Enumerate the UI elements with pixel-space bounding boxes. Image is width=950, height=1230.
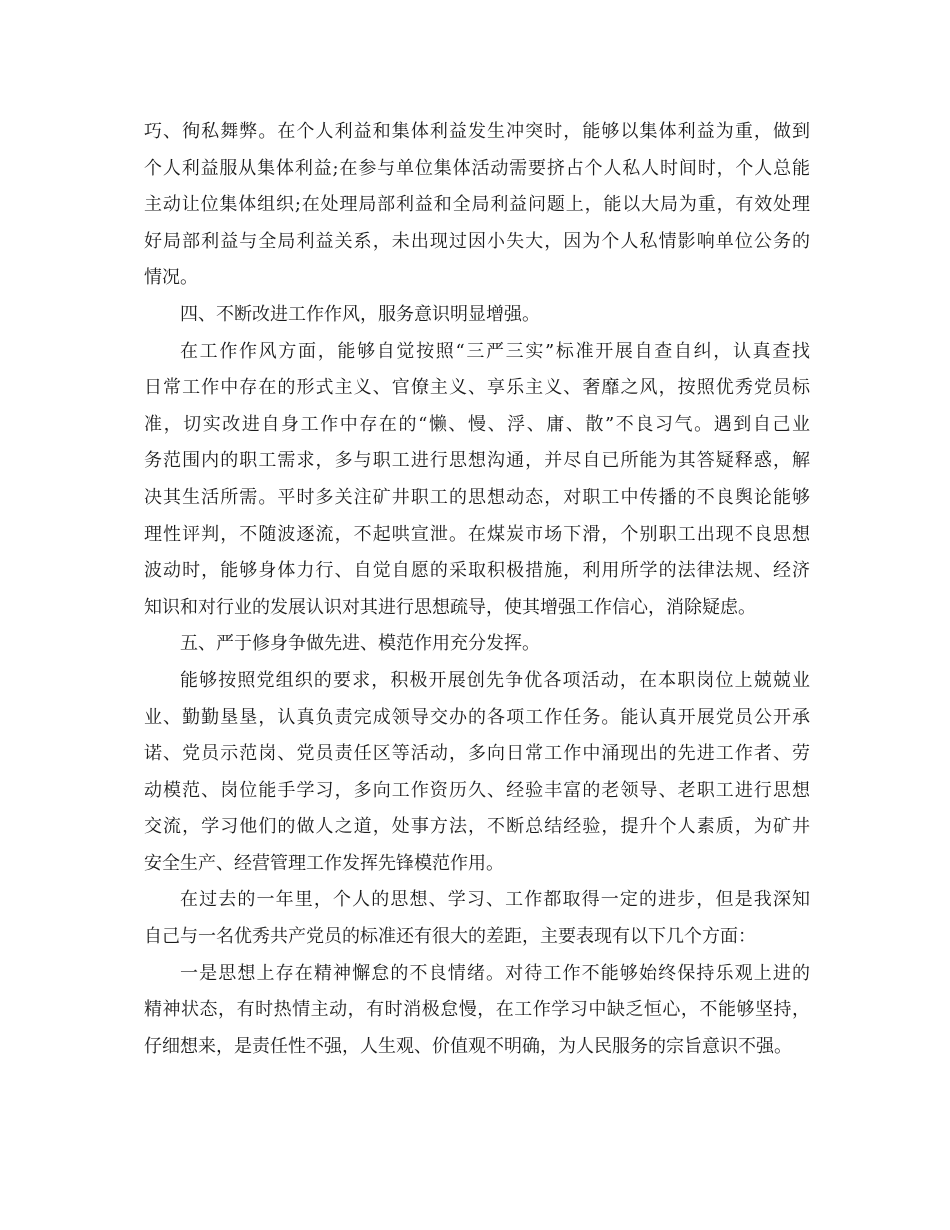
text-line: 动模范、岗位能手学习，多向工作资历久、经验丰富的老领导、老职工进行思想	[144, 779, 810, 801]
text-line: 交流，学习他们的做人之道，处事方法，不断总结经验，提升个人素质，为矿井	[144, 816, 810, 838]
text-line: 在过去的一年里，个人的思想、学习、工作都取得一定的进步，但是我深知	[180, 889, 810, 911]
text-line: 一是思想上存在精神懈怠的不良情绪。对待工作不能够始终保持乐观上进的	[180, 962, 810, 984]
text-line: 波动时，能够身体力行、自觉自愿的采取积极措施，利用所学的法律法规、经济	[144, 560, 810, 582]
text-line: 知识和对行业的发展认识对其进行思想疏导，使其增强工作信心，消除疑虑。	[144, 596, 756, 618]
text-line: 精神状态，有时热情主动，有时消极怠慢，在工作学习中缺乏恒心，不能够坚持，	[144, 999, 810, 1021]
text-line: 仔细想来，是责任性不强，人生观、价值观不明确，为人民服务的宗旨意识不强。	[144, 1035, 792, 1057]
text-line: 决其生活所需。平时多关注矿井职工的思想动态，对职工中传播的不良舆论能够	[144, 486, 810, 508]
text-line: 诺、党员示范岗、党员责任区等活动，多向日常工作中涌现出的先进工作者、劳	[144, 743, 810, 765]
text-line: 巧、徇私舞弊。在个人利益和集体利益发生冲突时，能够以集体利益为重，做到	[144, 121, 810, 142]
text-line: 能够按照党组织的要求，积极开展创先争优各项活动，在本职岗位上兢兢业	[180, 669, 810, 691]
text-line: 安全生产、经营管理工作发挥先锋模范作用。	[144, 852, 504, 874]
text-line: 务范围内的职工需求，多与职工进行思想沟通，并尽自已所能为其答疑释惑，解	[144, 450, 810, 472]
text-line: 在工作作风方面，能够自觉按照“三严三实”标准开展自查自纠，认真查找	[180, 340, 810, 362]
text-line: 情况。	[144, 267, 198, 289]
text-line: 理性评判，不随波逐流，不起哄宣泄。在煤炭市场下滑，个别职工出现不良思想	[144, 523, 810, 545]
section-heading: 四、不断改进工作作风，服务意识明显增强。	[180, 303, 540, 325]
text-line: 日常工作中存在的形式主义、官僚主义、享乐主义、奢靡之风，按照优秀党员标	[144, 377, 810, 399]
text-line: 业、勤勤垦垦，认真负责完成领导交办的各项工作任务。能认真开展党员公开承	[144, 706, 810, 728]
text-line: 自己与一名优秀共产党员的标准还有很大的差距，主要表现有以下几个方面：	[144, 926, 756, 948]
document-body	[144, 114, 810, 1065]
section-heading: 五、严于修身争做先进、模范作用充分发挥。	[180, 633, 540, 655]
text-line: 个人利益服从集体利益;在参与单位集体活动需要挤占个人私人时间时，个人总能	[144, 157, 810, 179]
text-line: 好局部利益与全局利益关系，未出现过因小失大，因为个人私情影响单位公务的	[144, 230, 810, 252]
text-line: 准，切实改进自身工作中存在的“懒、慢、浮、庸、散”不良习气。遇到自己业	[144, 413, 810, 435]
text-line: 主动让位集体组织;在处理局部利益和全局利益问题上，能以大局为重，有效处理	[144, 194, 810, 216]
